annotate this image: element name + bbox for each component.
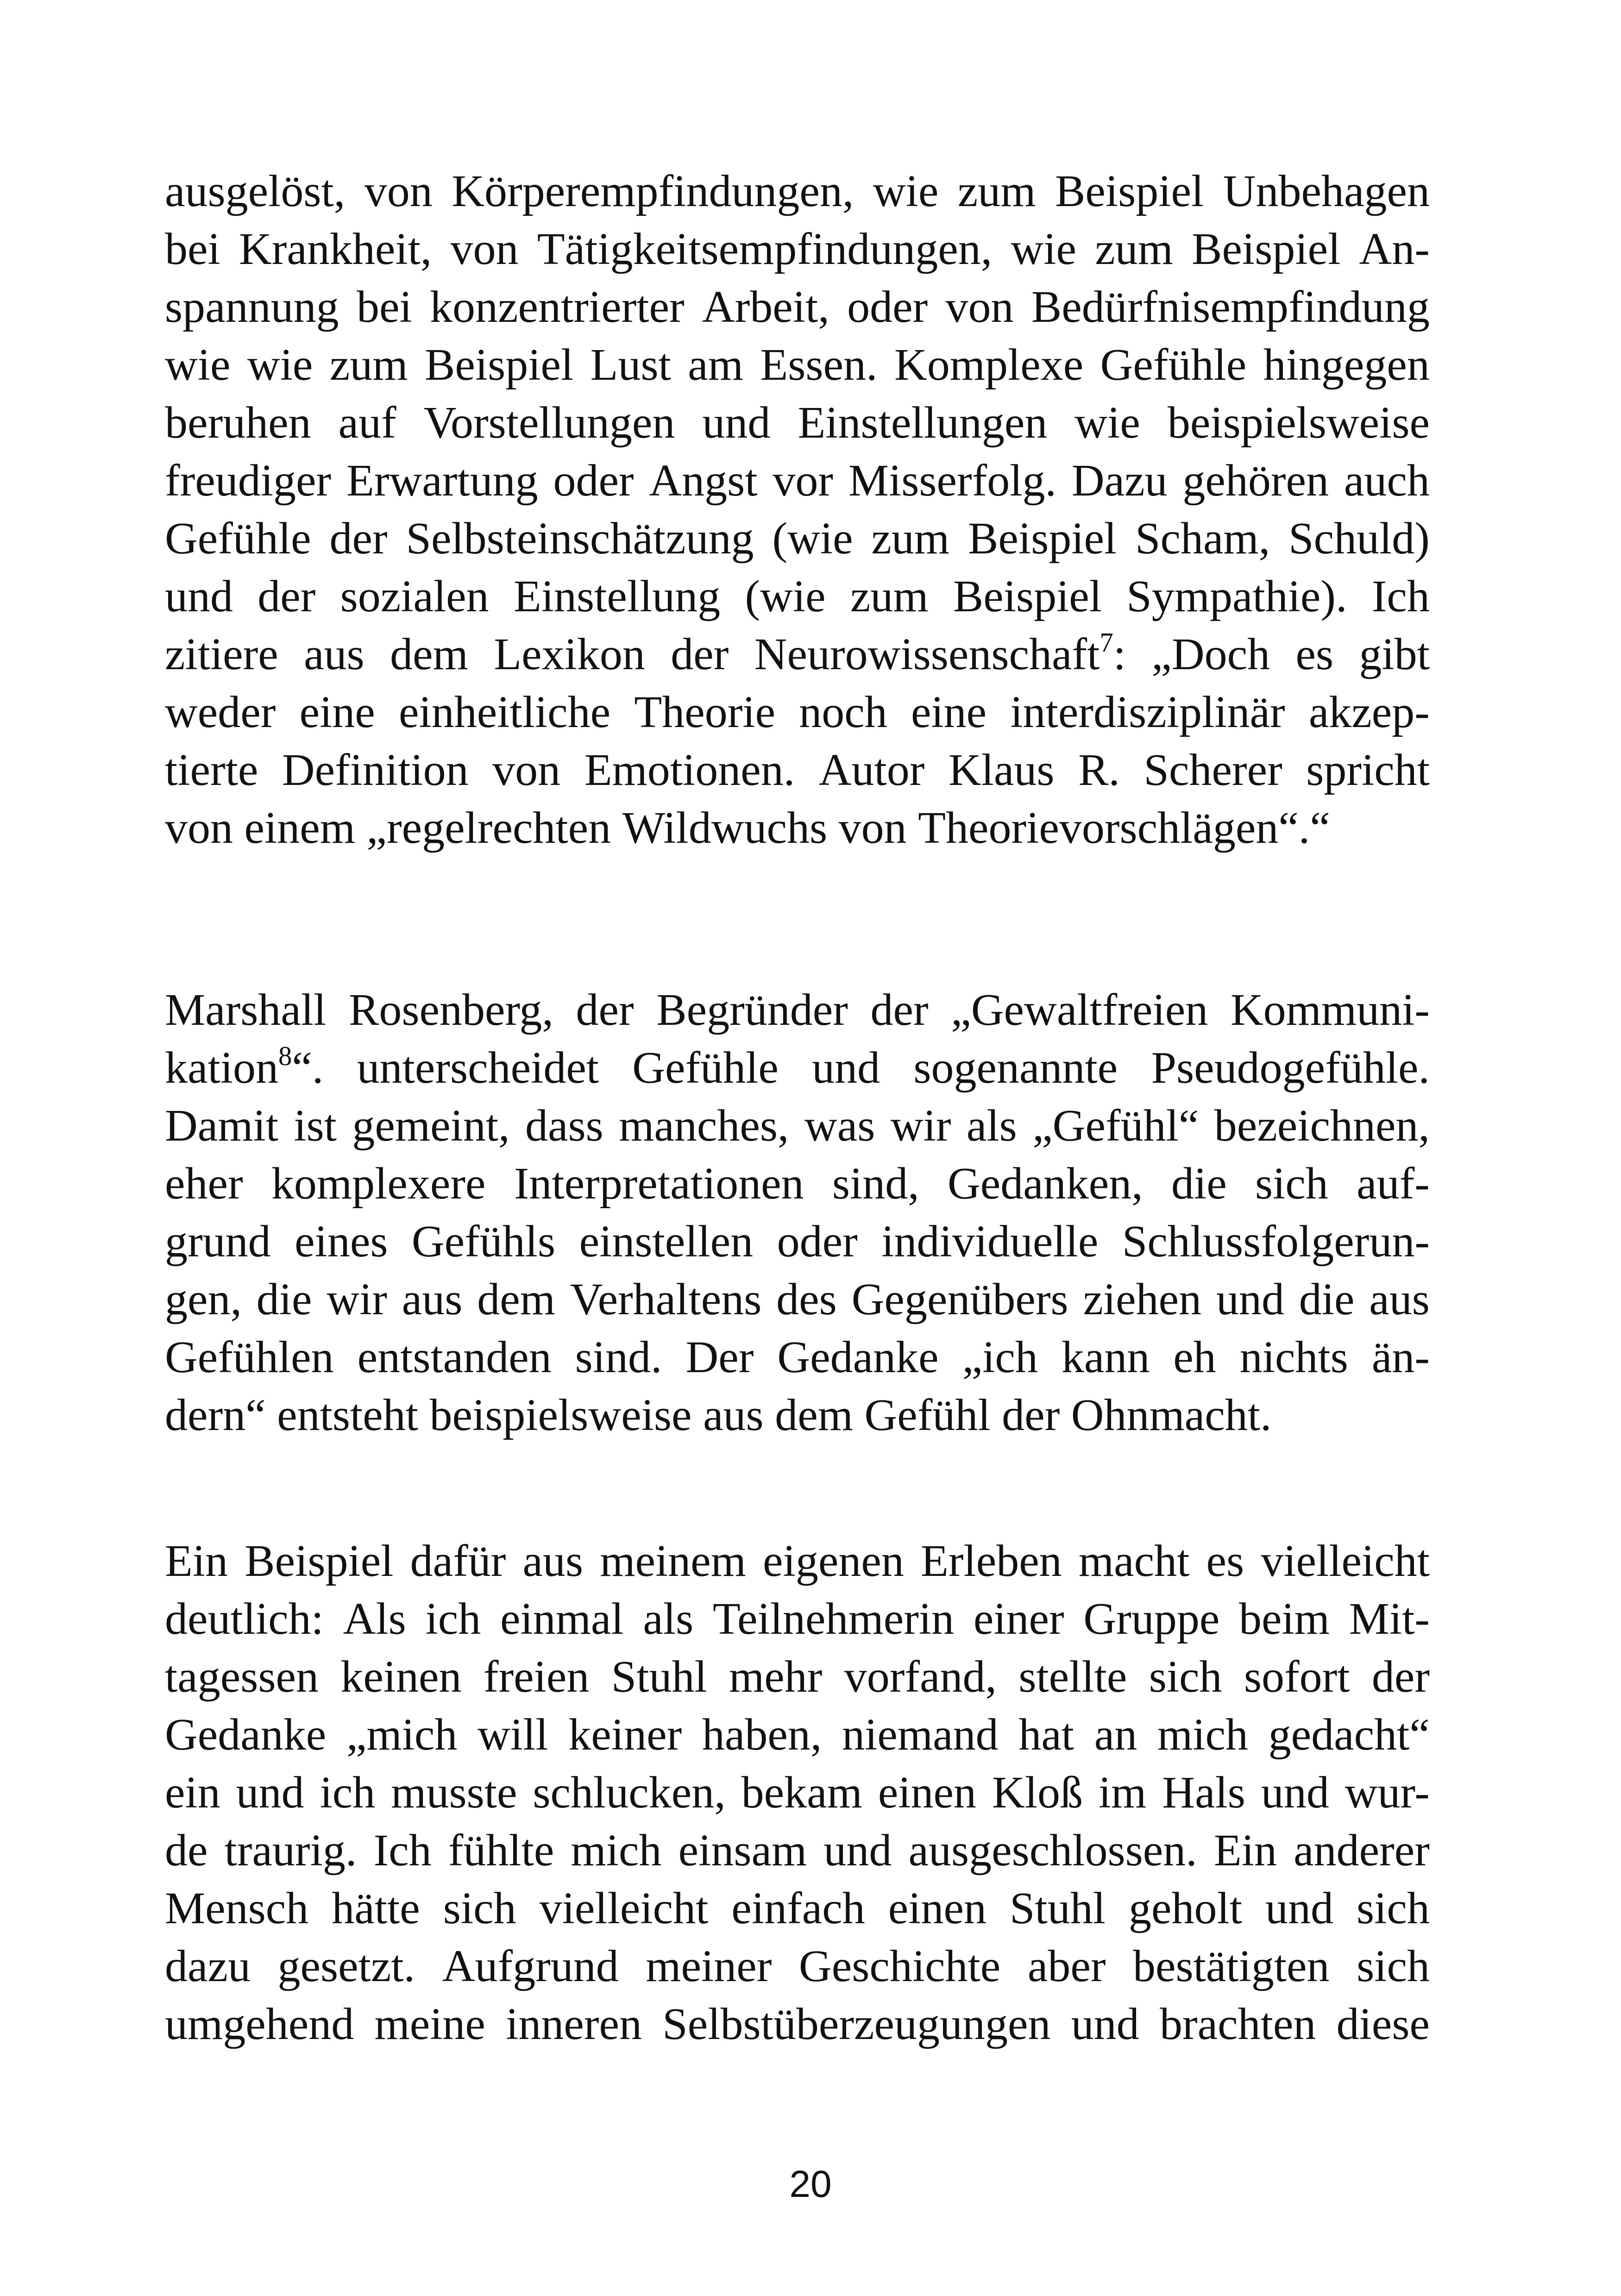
footnote-marker: 8 bbox=[278, 1041, 292, 1071]
text-line: spannung bei konzentrierter Arbeit, oder von Bedürfnisempfindung bbox=[165, 282, 1430, 332]
paragraph-emotions-definition bbox=[165, 163, 1430, 857]
text-line: Mensch hätte sich vielleicht einfach einen Stuhl geholt und sich bbox=[165, 1883, 1430, 1933]
text-line: weder eine einheitliche Theorie noch eine interdisziplinär akzep- bbox=[165, 687, 1430, 737]
text-line: deutlich: Als ich einmal als Teilnehmerin einer Gruppe beim Mit- bbox=[165, 1594, 1430, 1644]
paragraph-rosenberg bbox=[165, 981, 1430, 1444]
paragraph-personal-example bbox=[165, 1532, 1430, 2053]
text-line: de traurig. Ich fühlte mich einsam und ausgeschlossen. Ein anderer bbox=[165, 1826, 1430, 1876]
text-line: bei Krankheit, von Tätigkeitsempfindungen, wie zum Beispiel An- bbox=[165, 224, 1430, 274]
text-line: tagessen keinen freien Stuhl mehr vorfand, stellte sich sofort der bbox=[165, 1652, 1430, 1702]
text-line: Gefühlen entstanden sind. Der Gedanke „ich kann eh nichts än- bbox=[165, 1332, 1430, 1382]
text-line: Ein Beispiel dafür aus meinem eigenen Erleben macht es vielleicht bbox=[165, 1536, 1430, 1586]
text-line: ein und ich musste schlucken, bekam einen Kloß im Hals und wur- bbox=[165, 1768, 1430, 1818]
text-line: wie wie zum Beispiel Lust am Essen. Komplexe Gefühle hingegen bbox=[165, 340, 1430, 390]
text-line: dazu gesetzt. Aufgrund meiner Geschichte aber bestätigten sich bbox=[165, 1941, 1430, 1991]
text-line: kation$^8$“. unterscheidet Gefühle und sogenannte Pseudogefühle. bbox=[165, 1041, 1430, 1093]
text-line: tierte Definition von Emotionen. Autor Klaus R. Scherer spricht bbox=[165, 745, 1430, 795]
text-line: umgehend meine inneren Selbstüberzeugungen und brachten diese bbox=[165, 1999, 1430, 2049]
text-line: grund eines Gefühls einstellen oder individuelle Schlussfolgerun- bbox=[165, 1217, 1430, 1267]
text-line: dern“ entsteht beispielsweise aus dem Gefühl der Ohnmacht. bbox=[165, 1390, 1272, 1440]
text-line: Gefühle der Selbsteinschätzung (wie zum Beispiel Scham, Schuld) bbox=[165, 514, 1430, 564]
text-line: Damit ist gemeint, dass manches, was wir als „Gefühl“ bezeichnen, bbox=[165, 1101, 1430, 1151]
text-line: gen, die wir aus dem Verhaltens des Gegenübers ziehen und die aus bbox=[165, 1274, 1430, 1324]
text-line: Marshall Rosenberg, der Begründer der „Gewaltfreien Kommuni- bbox=[165, 985, 1430, 1035]
text-line: von einem „regelrechten Wildwuchs von Theorievorschlägen“.“ bbox=[165, 803, 1330, 853]
text-line: beruhen auf Vorstellungen und Einstellungen wie beispielsweise bbox=[165, 398, 1430, 448]
footnote-marker: 7 bbox=[1100, 627, 1113, 658]
text-line: Gedanke „mich will keiner haben, niemand hat an mich gedacht“ bbox=[165, 1710, 1430, 1760]
page-number: 20 bbox=[789, 2163, 832, 2205]
text-line: freudiger Erwartung oder Angst vor Misserfolg. Dazu gehören auch bbox=[165, 456, 1430, 506]
text-line: zitiere aus dem Lexikon der Neurowissenschaft$^7$: „Doch es gibt bbox=[165, 627, 1430, 679]
text-line: eher komplexere Interpretationen sind, Gedanken, die sich auf- bbox=[165, 1159, 1430, 1209]
text-line: ausgelöst, von Körperempfindungen, wie zum Beispiel Unbehagen bbox=[165, 166, 1430, 216]
text-line: und der sozialen Einstellung (wie zum Beispiel Sympathie). Ich bbox=[165, 571, 1430, 621]
